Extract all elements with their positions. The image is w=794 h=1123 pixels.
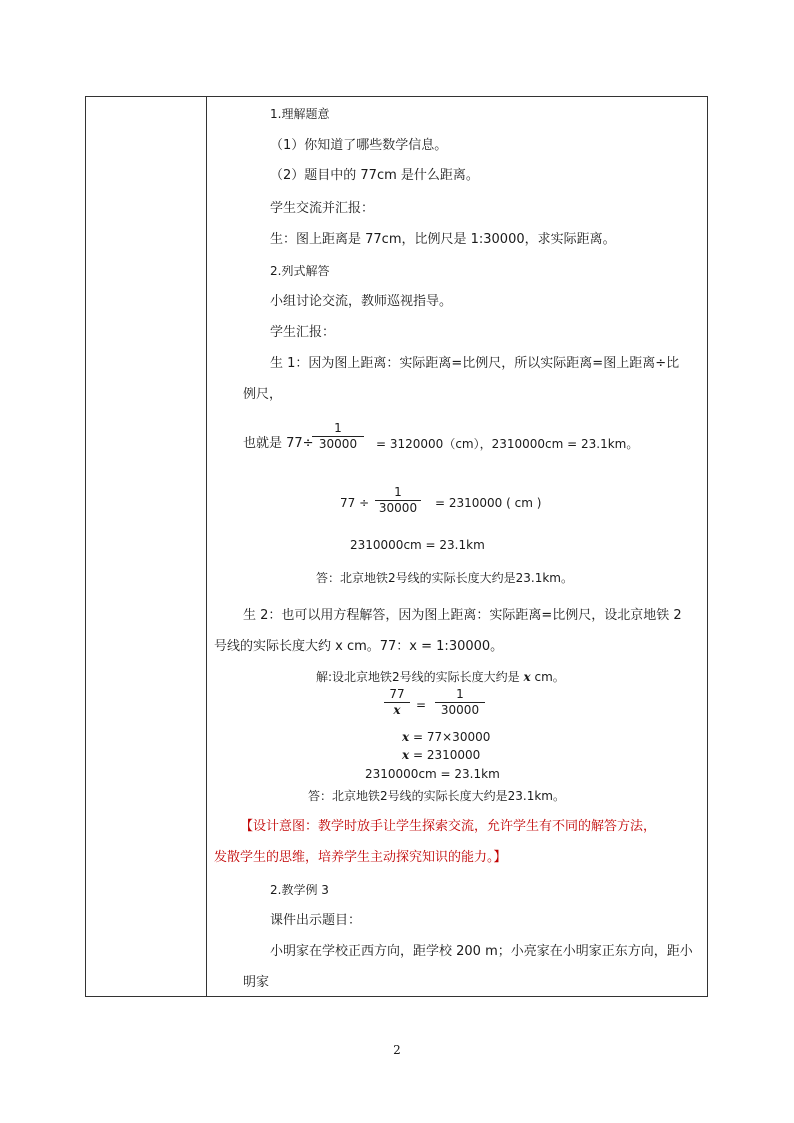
equation-3: 2310000cm = 23.1km (350, 538, 485, 552)
student-2-line-2: 号线的实际长度大约 x cm。77：x = 1:30000。 (214, 639, 504, 654)
fraction-2 (375, 485, 421, 516)
fraction-3 (384, 687, 410, 718)
solution-text: 解:设北京地铁2号线的实际长度大约是 (316, 670, 520, 684)
question-1: （1）你知道了哪些数学信息。 (270, 138, 448, 153)
group-discussion: 小组讨论交流，教师巡视指导。 (270, 294, 453, 309)
equals-sign: = (416, 698, 427, 712)
equation-2-right: = 2310000 ( cm ) (435, 496, 542, 510)
heading-understand: 1.理解题意 (270, 107, 330, 121)
equation-1-right: = 3120000（cm），2310000cm = 23.1km。 (376, 437, 639, 451)
fraction-2-denominator: 30000 (378, 501, 418, 515)
equation-6: 2310000cm = 23.1km (365, 767, 500, 781)
question-2: （2）题目中的 77cm 是什么距离。 (270, 168, 479, 183)
student-1-line-1: 生 1：因为图上距离：实际距离=比例尺，所以实际距离=图上距离÷比 (270, 356, 680, 371)
fraction-1 (312, 421, 364, 452)
equation-5 (402, 746, 480, 764)
answer-1: 答：北京地铁2号线的实际长度大约是23.1km。 (316, 571, 573, 585)
heading-solve: 2.列式解答 (270, 264, 330, 278)
equation-5-variable: x (402, 748, 410, 762)
heading-example-3: 2.教学例 3 (270, 883, 329, 897)
column-divider (206, 96, 207, 997)
fraction-3-numerator: 77 (389, 687, 405, 701)
student-1-line-2: 例尺， (243, 387, 283, 402)
problem-line-1: 小明家在学校正西方向，距学校 200 m；小亮家在小明家正东方向，距小 (270, 944, 693, 959)
student-report-label: 学生交流并汇报： (270, 201, 375, 216)
fraction-4-denominator: 30000 (440, 703, 480, 717)
equation-2-left: 77 ÷ (340, 496, 370, 510)
page-number: 2 (393, 1043, 401, 1057)
fraction-2-numerator: 1 (394, 485, 402, 499)
student-2-line-1: 生 2：也可以用方程解答，因为图上距离：实际距离=比例尺，设北京地铁 2 (243, 608, 682, 623)
design-intent-line-1: 【设计意图：教学时放手让学生探索交流，允许学生有不同的解答方法， (240, 819, 657, 834)
fraction-1-numerator: 1 (334, 421, 342, 435)
answer-2: 答：北京地铁2号线的实际长度大约是23.1km。 (308, 789, 565, 803)
equation-1-left: 也就是 77÷ (243, 436, 314, 451)
equation-5-text: = 2310000 (412, 748, 481, 762)
fraction-4 (435, 687, 485, 718)
fraction-3-denominator: x (393, 703, 401, 717)
student-answer: 生：图上距离是 77cm，比例尺是 1:30000，求实际距离。 (270, 232, 616, 247)
fraction-1-denominator: 30000 (318, 437, 358, 451)
courseware-label: 课件出示题目： (270, 913, 362, 928)
problem-line-2: 明家 (243, 975, 270, 990)
equation-4-text: = 77×30000 (412, 730, 491, 744)
equation-4 (402, 728, 490, 746)
solution-unit: cm。 (534, 670, 565, 684)
equation-4-variable: x (402, 730, 410, 744)
student-report-label-2: 学生汇报： (270, 325, 336, 340)
solution-variable: x (523, 670, 531, 684)
fraction-4-numerator: 1 (456, 687, 464, 701)
solution-statement (316, 668, 565, 686)
design-intent-line-2: 发散学生的思维，培养学生主动探究知识的能力。】 (214, 850, 507, 865)
